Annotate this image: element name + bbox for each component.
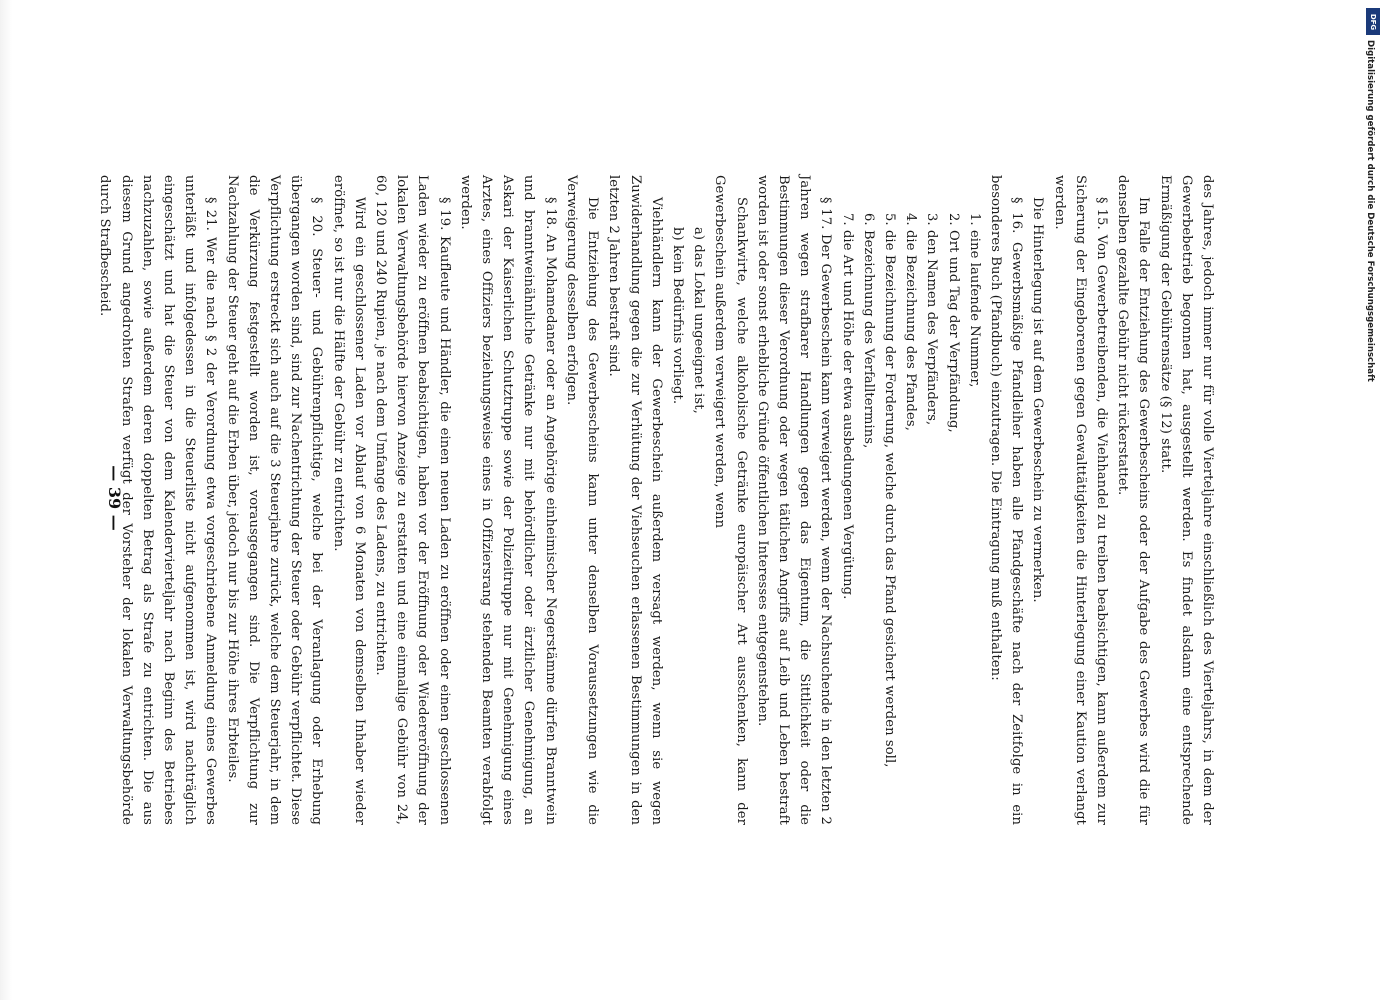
body-text bbox=[94, 175, 1218, 825]
list-item: 1. eine laufende Nummer, bbox=[966, 213, 982, 388]
list-item: 6. Bezeichnung des Verfalltermins, bbox=[860, 213, 876, 449]
paragraph-section-21: § 21. Wer die nach § 2 der Verordnung etwa vorgeschriebene Anmeldung eines Gewerbes unterläßt und infolgedessen in die Steuerliste nicht aufgenommen ist, wird nachträglich eingeschätzt und hat die Steuer von dem Kalendervierteljahr nach Beginn des Betriebes nachzuzahlen, sowie außerdem deren doppelten Betrag als Strafe zu entrichten. Die aus diesem Grund angedrohten Strafen verfügt der Vorsteher der lokalen Verwaltungsbehörde durch Strafbescheid. bbox=[97, 175, 219, 825]
list-item: 7. die Art und Höhe der etwa ausbedungenen Vergütung. bbox=[839, 213, 855, 600]
paragraph-section-15: § 15. Von Gewerbetreibenden, die Viehhandel zu treiben beabsichtigen, kann außerdem zur Sicherung der Eingeborenen gegen Gewalttätigkeiten die Hinterlegung einer Kaution verlangt werden. bbox=[1051, 175, 1109, 825]
paragraph-section-19: § 19. Kaufleute und Händler, die einen neuen Laden zu eröffnen oder einen geschlossenen Laden wieder zu eröffnen beabsichtigen, haben vor der Eröffnung oder Wiedereröffnung der lokalen Verwaltungsbehörde hiervon Anzeige zu erstatten und eine einmalige Gebühr von 24, 60, 120 und 240 Rupien, je nach dem Umfange des Ladens, zu entrichten. bbox=[373, 175, 452, 825]
paragraph: Schankwirte, welche alkoholische Getränke europäischer Art ausschenken, kann der Gewerbeschein außerdem verweigert werden, wenn bbox=[712, 175, 749, 825]
paragraph: Viehhändlern kann der Gewerbeschein außerdem versagt werden, wenn sie wegen Zuwiderhandlung gegen die zur Verhütung der Viehseuchen erlassenen Bestimmungen in den letzten 2 Jahren bestraft sind. bbox=[606, 175, 664, 825]
dfg-logo bbox=[1366, 8, 1380, 35]
page-number: — 39 — bbox=[105, 465, 124, 531]
paragraph: des Jahres, jedoch immer nur für volle Vierteljahre einschließlich des Vierteljahrs, in dem der Gewerbebetrieb begonnen hat, ausgestellt werden. Es findet alsdann eine entsprechende Ermäßigung der Gebührensätze (§ 12) statt. bbox=[1157, 175, 1215, 825]
pledge-entry-list bbox=[836, 175, 984, 825]
scan-edge-shadow bbox=[0, 0, 12, 1000]
paragraph-section-16: § 16. Gewerbsmäßige Pfandleiher haben alle Pfandgeschäfte nach der Zeitfolge in ein besonderes Buch (Pfandbuch) einzutragen. Die Eintragung muß enthalten: bbox=[987, 175, 1025, 825]
list-item: a) das Lokal ungeeignet ist, bbox=[691, 227, 707, 414]
digitization-credit: Digitalisierung gefördert durch die Deutsche Forschungsgemeinschaft bbox=[1365, 40, 1375, 382]
refusal-conditions-list bbox=[667, 175, 709, 825]
paragraph: Die Hinterlegung ist auf dem Gewerbeschein zu vermerken. bbox=[1030, 197, 1046, 603]
dfg-logo-text: DFG bbox=[1369, 13, 1377, 30]
list-item: 3. den Namen des Verpfänders, bbox=[924, 213, 940, 426]
paragraph: Wird ein geschlossener Laden vor Ablauf von 6 Monaten von demselben Inhaber wieder eröffnet, so ist nur die Hälfte der Gebühr zu entrichten. bbox=[330, 175, 367, 825]
paragraph: Die Entziehung des Gewerbescheins kann unter denselben Voraussetzungen wie die Verweigerung desselben erfolgen. bbox=[563, 175, 601, 825]
paragraph-section-17: § 17. Der Gewerbeschein kann verweigert werden, wenn der Nachsuchende in den letzten 2 Jahren wegen strafbarer Handlungen gegen das Eigentum, die Sittlichkeit oder die Bestimmungen dieser Verordnung oder wegen tätlichen Angriffs auf Leib und Leben bestraft worden ist oder sonst erhebliche Gründe öffentlichen Interesses entgegenstehen. bbox=[754, 175, 834, 825]
list-item: 2. Ort und Tag der Verpfändung, bbox=[945, 213, 961, 433]
list-item: 4. die Bezeichnung des Pfandes, bbox=[903, 213, 919, 431]
paragraph: Im Falle der Entziehung des Gewerbescheins oder der Aufgabe des Gewerbes wird die für denselben gezahlte Gebühr nicht rückerstattet. bbox=[1115, 175, 1152, 825]
paragraph-section-18: § 18. An Mohamedaner oder an Angehörige einheimischer Negerstämme dürfen Branntwein und branntweinähnliche Getränke nur mit behördlicher oder ärztlicher Genehmigung, an Askari der Kaiserlichen Schutztruppe sowie der Polizeitruppe nur mit Genehmigung eines Arztes, eines Offiziers beziehungsweise eines in Offiziersrang stehenden Beamten verabfolgt werden. bbox=[457, 175, 558, 825]
list-item: b) kein Bedürfnis vorliegt. bbox=[669, 227, 685, 405]
paragraph-section-20: § 20. Steuer- und Gebührenpflichtige, welche bei der Veranlagung oder Erhebung übergangen worden sind, sind zur Nachentrichtung der Steuer oder Gebühr verpflichtet. Diese Verpflichtung erstreckt sich auch auf die 3 Steuerjahre zurück, welche dem Steuerjahr, in dem die Verkürzung festgestellt worden ist, vorausgegangen sind. Die Verpflichtung zur Nachzahlung der Steuer geht auf die Erben über, jedoch nur bis zur Höhe ihres Erbteiles. bbox=[224, 175, 325, 825]
list-item: 5. die Bezeichnung der Forderung, welche durch das Pfand gesichert werden soll, bbox=[881, 213, 897, 768]
